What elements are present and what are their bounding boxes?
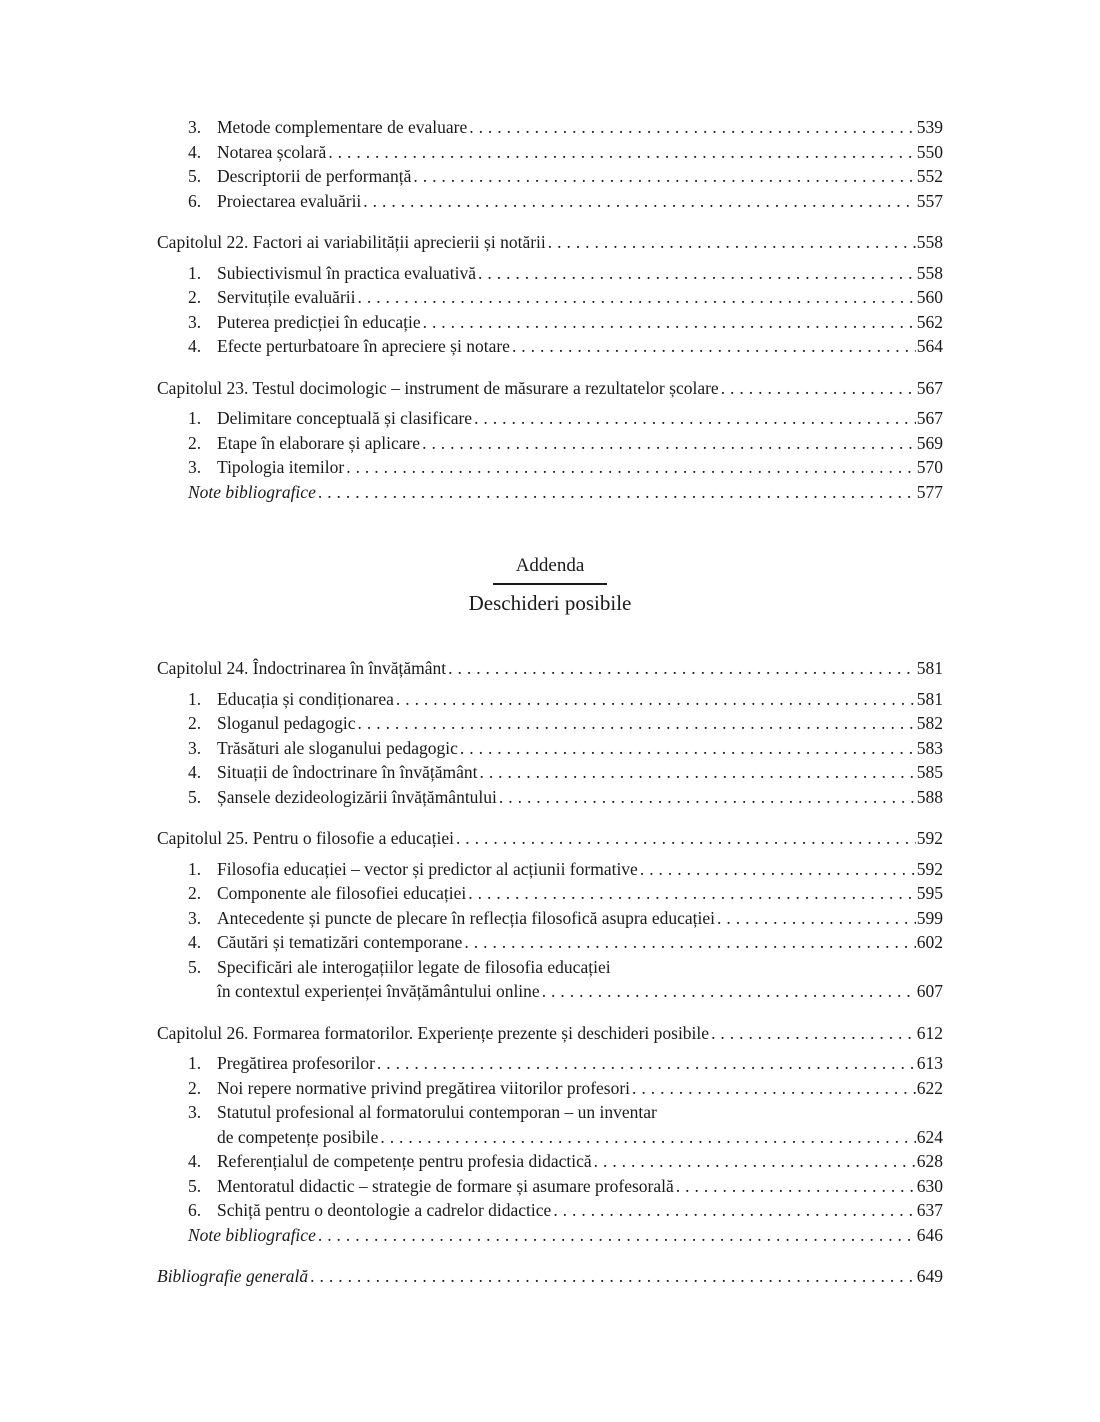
- entry-page: 637: [916, 1200, 943, 1220]
- chapter-page: 558: [916, 232, 943, 252]
- entry-title: Căutări și tematizări contemporane: [217, 932, 463, 952]
- toc-entry[interactable]: [157, 285, 943, 310]
- notes-title: Note bibliografice: [188, 481, 316, 502]
- entry-number: 3.: [188, 311, 202, 332]
- dot-leader: [640, 857, 916, 882]
- toc-entry-first-line[interactable]: [157, 955, 943, 980]
- dot-leader: [413, 164, 915, 189]
- dot-leader: [363, 189, 915, 214]
- chapter-title: Capitolul 25. Pentru o filosofie a educației: [157, 828, 454, 848]
- entry-title: Sloganul pedagogic: [217, 713, 356, 733]
- dot-leader: [358, 285, 916, 310]
- entry-number: 5.: [188, 786, 202, 807]
- entry-page: 564: [916, 336, 943, 356]
- dot-leader: [711, 1021, 916, 1046]
- entry-title-line-1: Specificări ale interogațiilor legate de filosofia educației: [217, 956, 611, 977]
- dot-leader: [460, 736, 916, 761]
- entry-page: 581: [916, 688, 943, 709]
- toc-entry[interactable]: [157, 164, 943, 189]
- entry-number: 4.: [188, 932, 202, 952]
- entry-page: 583: [916, 737, 943, 758]
- entry-title-line-2: în contextul experienței învățământului online: [217, 981, 540, 1001]
- toc-entry[interactable]: [157, 1198, 943, 1223]
- dot-leader: [478, 261, 916, 286]
- entry-title: Trăsături ale sloganului pedagogic: [217, 737, 458, 758]
- dot-leader: [542, 979, 916, 1004]
- toc-entry[interactable]: [157, 431, 943, 456]
- dot-leader: [717, 906, 916, 931]
- notes-entry[interactable]: [157, 1223, 943, 1248]
- entry-number: 4.: [188, 141, 202, 162]
- toc-entry-first-line[interactable]: [157, 1100, 943, 1125]
- toc-entry[interactable]: [157, 140, 943, 165]
- toc-entry[interactable]: [157, 736, 943, 761]
- entry-page: 595: [916, 883, 943, 903]
- dot-leader: [721, 376, 916, 401]
- chapter-heading[interactable]: [157, 230, 943, 255]
- entry-title-line-2: de competențe posibile: [217, 1126, 379, 1147]
- chapter-title: Capitolul 22. Factori ai variabilității aprecierii și notării: [157, 232, 546, 252]
- toc-entry[interactable]: [157, 334, 943, 359]
- entry-page: 585: [916, 762, 943, 782]
- entry-page: 602: [916, 932, 943, 952]
- chapter-heading[interactable]: [157, 656, 943, 681]
- bibliography-entry[interactable]: [157, 1264, 943, 1289]
- entry-number: 4.: [188, 336, 202, 356]
- entry-title: Pregătirea profesorilor: [217, 1053, 375, 1073]
- entry-number: 2.: [188, 883, 202, 903]
- toc-entry[interactable]: [157, 687, 943, 712]
- entry-number: 1.: [188, 408, 202, 428]
- dot-leader: [423, 310, 916, 335]
- entry-number: 5.: [188, 956, 202, 977]
- toc-entry[interactable]: [157, 1076, 943, 1101]
- chapter-page: 567: [916, 377, 943, 398]
- entry-number: 2.: [188, 713, 202, 733]
- chapter-page: 581: [916, 658, 943, 678]
- chapter-heading[interactable]: [157, 1021, 943, 1046]
- entry-page: 552: [916, 166, 943, 186]
- toc-entry[interactable]: [157, 857, 943, 882]
- entry-title: Educația și condiționarea: [217, 688, 394, 709]
- entry-title: Mentoratul didactic – strategie de formare și asumare profesorală: [217, 1175, 674, 1196]
- entry-title: Servituțile evaluării: [217, 287, 356, 307]
- toc-entry[interactable]: [157, 1051, 943, 1076]
- entry-title: Componente ale filosofiei educației: [217, 883, 467, 903]
- addenda-title: Deschideri posibile: [468, 591, 632, 615]
- addenda-divider: [493, 583, 607, 585]
- chapter-title: Capitolul 23. Testul docimologic – instrument de măsurare a rezultatelor școlare: [157, 377, 719, 398]
- toc-part-1: [157, 115, 943, 504]
- entry-page: 630: [916, 1175, 943, 1196]
- entry-number: 6.: [188, 190, 202, 211]
- entry-title: Subiectivismul în practica evaluativă: [217, 262, 477, 283]
- entry-title: Metode complementare de evaluare: [217, 117, 468, 137]
- entry-page: 558: [916, 262, 943, 283]
- toc-entry[interactable]: [157, 189, 943, 214]
- toc-part-2: [157, 639, 943, 1289]
- entry-page: 567: [916, 408, 943, 428]
- toc-entry[interactable]: [157, 711, 943, 736]
- entry-number: 6.: [188, 1200, 202, 1220]
- dot-leader: [346, 455, 916, 480]
- dot-leader: [456, 826, 916, 851]
- entry-number: 4.: [188, 1151, 202, 1171]
- dot-leader: [479, 760, 915, 785]
- toc-entry[interactable]: [157, 1174, 943, 1199]
- toc-chapter-26: [157, 1021, 943, 1248]
- entry-title: Șansele dezideologizării învățământului: [217, 786, 497, 807]
- addenda-label: Addenda: [515, 555, 585, 576]
- chapter-title: Capitolul 26. Formarea formatorilor. Experiențe prezente și deschideri posibile: [157, 1022, 710, 1043]
- entry-page: 557: [916, 190, 943, 211]
- entry-page: 562: [916, 311, 943, 332]
- dot-leader: [448, 656, 916, 681]
- dot-leader: [380, 1125, 915, 1150]
- entry-page: 622: [916, 1077, 943, 1098]
- entry-page: 569: [916, 432, 943, 453]
- entry-number: 2.: [188, 287, 202, 307]
- entry-page: 613: [916, 1053, 943, 1073]
- bibliography-title: Bibliografie generală: [157, 1266, 309, 1286]
- dot-leader: [318, 480, 916, 505]
- entry-number: 1.: [188, 262, 202, 283]
- dot-leader: [594, 1149, 916, 1174]
- entry-page: 570: [916, 457, 943, 477]
- dot-leader: [676, 1174, 916, 1199]
- entry-page: 592: [916, 858, 943, 879]
- addenda-heading: [0, 553, 1100, 617]
- dot-leader: [358, 711, 916, 736]
- toc-chapter-25: [157, 826, 943, 1004]
- toc-entry[interactable]: [157, 930, 943, 955]
- toc-entry[interactable]: [157, 310, 943, 335]
- entry-number: 1.: [188, 1053, 202, 1073]
- notes-entry[interactable]: [157, 480, 943, 505]
- toc-continued-section: [157, 115, 943, 213]
- entry-number: 3.: [188, 457, 202, 477]
- entry-title: Referențialul de competențe pentru profesia didactică: [217, 1151, 592, 1171]
- entry-page: 560: [916, 287, 943, 307]
- entry-title: Notarea școlară: [217, 141, 327, 162]
- dot-leader: [422, 431, 916, 456]
- chapter-heading[interactable]: [157, 826, 943, 851]
- notes-title: Note bibliografice: [188, 1224, 316, 1245]
- entry-page: 607: [916, 981, 943, 1001]
- entry-page: 599: [916, 907, 943, 928]
- dot-leader: [468, 881, 915, 906]
- toc-entry[interactable]: [157, 881, 943, 906]
- entry-number: 3.: [188, 1102, 202, 1122]
- bibliography-page: 649: [916, 1266, 943, 1286]
- dot-leader: [328, 140, 915, 165]
- dot-leader: [553, 1198, 915, 1223]
- entry-title: Proiectarea evaluării: [217, 190, 362, 211]
- dot-leader: [396, 687, 916, 712]
- entry-page: 550: [916, 141, 943, 162]
- toc-chapter-22: [157, 230, 943, 359]
- entry-title: Noi repere normative privind pregătirea viitorilor profesori: [217, 1077, 631, 1098]
- entry-number: 3.: [188, 907, 202, 928]
- toc-entry-continuation[interactable]: [157, 1125, 943, 1150]
- toc-entry[interactable]: [157, 906, 943, 931]
- toc-entry[interactable]: [157, 261, 943, 286]
- entry-number: 3.: [188, 117, 202, 137]
- dot-leader: [377, 1051, 916, 1076]
- entry-title-line-1: Statutul profesional al formatorului contemporan – un inventar: [217, 1102, 657, 1122]
- entry-title: Schiță pentru o deontologie a cadrelor didactice: [217, 1200, 552, 1220]
- entry-number: 1.: [188, 858, 202, 879]
- dot-leader: [318, 1223, 916, 1248]
- entry-page: 539: [916, 117, 943, 137]
- toc-entry-continuation[interactable]: [157, 979, 943, 1004]
- toc-entry[interactable]: [157, 115, 943, 140]
- dot-leader: [548, 230, 916, 255]
- entry-title: Filosofia educației – vector și predictor al acțiunii formative: [217, 858, 638, 879]
- toc-chapter-23: [157, 376, 943, 505]
- entry-title: Antecedente și puncte de plecare în reflecția filosofică asupra educației: [217, 907, 716, 928]
- dot-leader: [474, 406, 916, 431]
- entry-number: 5.: [188, 166, 202, 186]
- chapter-page: 612: [916, 1022, 943, 1043]
- dot-leader: [310, 1264, 916, 1289]
- entry-title: Efecte perturbatoare în apreciere și notare: [217, 336, 510, 356]
- entry-title: Delimitare conceptuală și clasificare: [217, 408, 473, 428]
- toc-entry[interactable]: [157, 406, 943, 431]
- dot-leader: [499, 785, 916, 810]
- entry-page: 628: [916, 1151, 943, 1171]
- entry-page: 624: [916, 1126, 943, 1147]
- chapter-heading[interactable]: [157, 376, 943, 401]
- entry-number: 1.: [188, 688, 202, 709]
- dot-leader: [632, 1076, 916, 1101]
- dot-leader: [464, 930, 915, 955]
- toc-entry[interactable]: [157, 760, 943, 785]
- entry-number: 2.: [188, 1077, 202, 1098]
- dot-leader: [469, 115, 916, 140]
- chapter-title: Capitolul 24. Îndoctrinarea în învățământ: [157, 658, 447, 678]
- entry-title: Situații de îndoctrinare în învățământ: [217, 762, 478, 782]
- entry-title: Puterea predicției în educație: [217, 311, 421, 332]
- toc-entry[interactable]: [157, 455, 943, 480]
- dot-leader: [512, 334, 916, 359]
- entry-page: 582: [916, 713, 943, 733]
- notes-page: 577: [916, 481, 943, 502]
- entry-title: Etape în elaborare și aplicare: [217, 432, 421, 453]
- entry-number: 4.: [188, 762, 202, 782]
- entry-number: 3.: [188, 737, 202, 758]
- chapter-page: 592: [916, 828, 943, 848]
- entry-number: 5.: [188, 1175, 202, 1196]
- entry-title: Tipologia itemilor: [217, 457, 345, 477]
- entry-page: 588: [916, 786, 943, 807]
- toc-chapter-24: [157, 656, 943, 809]
- notes-page: 646: [916, 1224, 943, 1245]
- entry-number: 2.: [188, 432, 202, 453]
- toc-entry[interactable]: [157, 1149, 943, 1174]
- toc-entry[interactable]: [157, 785, 943, 810]
- entry-title: Descriptorii de performanță: [217, 166, 412, 186]
